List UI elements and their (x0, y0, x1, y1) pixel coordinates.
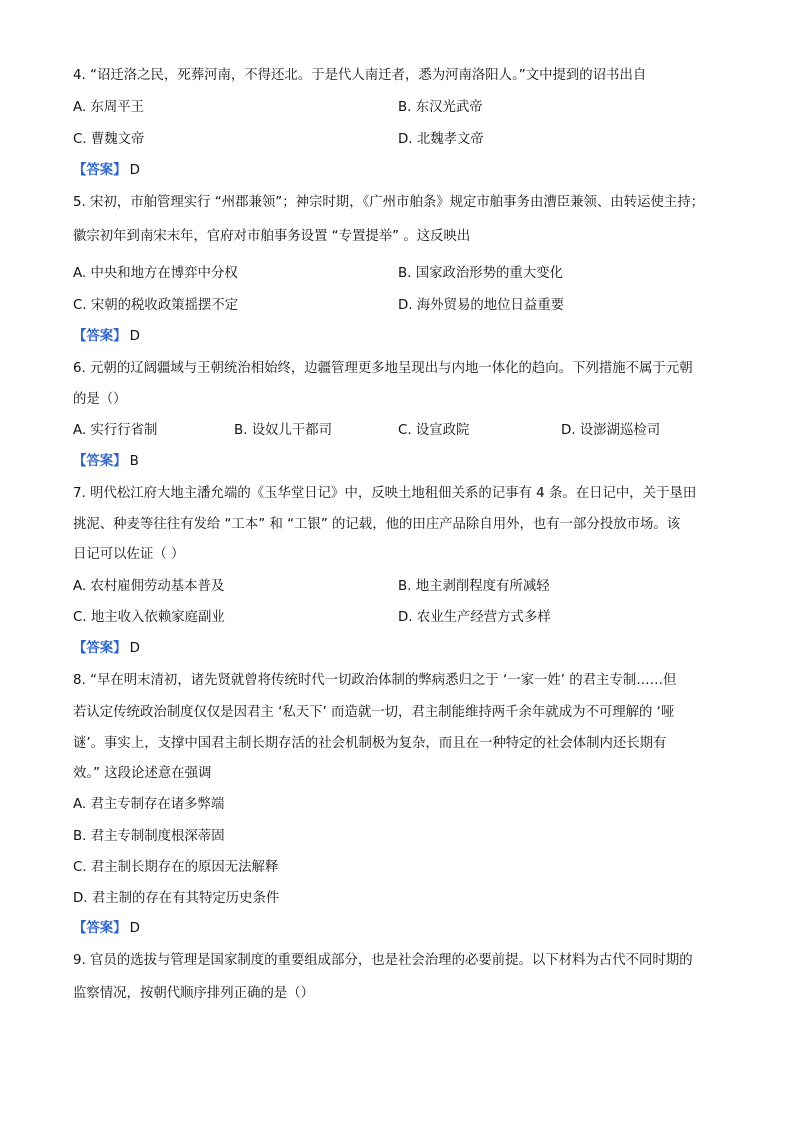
q4-option-a: A. 东周平王 (73, 100, 144, 115)
q7-option-c: C. 地主收入依赖家庭副业 (73, 610, 225, 625)
q5-option-d: D. 海外贸易的地位日益重要 (398, 298, 565, 313)
q4-answer (73, 162, 140, 180)
answer-tag: 【答案】 (73, 454, 127, 469)
q4-stem: 4. “诏迁洛之民，死葬河南，不得还北。于是代人南迁者，悉为河南洛阳人。”文中提到的诏书出自 (73, 68, 647, 83)
answer-value: D (129, 921, 140, 936)
q8-stem-line-4: 效。” 这段论述意在强调 (73, 766, 212, 781)
q8-stem-line-3: 谜’。事实上，支撑中国君主制长期存活的社会机制极为复杂，而且在一种特定的社会体制内还长期有 (73, 736, 667, 751)
q8-stem-line-2: 若认定传统政治制度仅仅是因君主 ‘私天下’ 而造就一切，君主制能维持两千余年就成为不可理解的 ‘哑 (73, 705, 675, 720)
q6-stem-line-2: 的是（） (73, 392, 127, 407)
answer-tag: 【答案】 (73, 921, 127, 936)
q8-stem-line-1: 8. “早在明末清初，诸先贤就曾将传统时代一切政治体制的弊病悉归之于 ‘一家一姓’ 的君主专制……但 (73, 673, 677, 688)
q7-option-d: D. 农业生产经营方式多样 (398, 610, 551, 625)
q8-option-c: C. 君主制长期存在的原因无法解释 (73, 860, 279, 875)
q7-option-b: B. 地主剥削程度有所减轻 (398, 579, 550, 594)
q8-option-d: D. 君主制的存在有其特定历史条件 (73, 891, 280, 906)
answer-value: D (129, 641, 140, 656)
q7-stem-line-1: 7. 明代松江府大地主潘允端的《玉华堂日记》中，反映土地租佃关系的记事有 4 条。在日记中，关于垦田 (73, 486, 697, 501)
q6-option-c: C. 设宣政院 (398, 423, 470, 438)
q6-option-d: D. 设澎湖巡检司 (561, 423, 661, 438)
q6-option-b: B. 设奴儿干都司 (234, 423, 333, 438)
answer-tag: 【答案】 (73, 163, 127, 178)
q8-option-b: B. 君主专制制度根深蒂固 (73, 829, 225, 844)
q5-option-c: C. 宋朝的税收政策摇摆不定 (73, 298, 239, 313)
answer-value: B (129, 454, 139, 469)
q8-option-a: A. 君主专制存在诸多弊端 (73, 797, 225, 812)
q4-option-d: D. 北魏孝文帝 (398, 132, 484, 147)
q6-option-a: A. 实行行省制 (73, 423, 158, 438)
answer-tag: 【答案】 (73, 329, 127, 344)
q6-answer (73, 453, 139, 471)
answer-tag: 【答案】 (73, 641, 127, 656)
q5-answer (73, 328, 140, 346)
q8-answer (73, 920, 140, 938)
q9-stem-line-1: 9. 官员的选拔与管理是国家制度的重要组成部分，也是社会治理的必要前提。以下材料为古代不同时期的 (73, 953, 693, 968)
q7-stem-line-2: 挑泥、种麦等往往有发给 “工本” 和 “工银” 的记载，他的田庄产品除自用外，也有一部分投放市场。该 (73, 517, 681, 532)
q5-stem-line-1: 5. 宋初，市舶管理实行 “州郡兼领”；神宗时期，《广州市舶条》规定市舶事务由漕臣兼领、由转运使主持； (73, 195, 705, 210)
q7-stem-line-3: 日记可以佐证（ ） (73, 547, 185, 562)
q5-option-a: A. 中央和地方在博弈中分权 (73, 266, 238, 281)
q6-stem-line-1: 6. 元朝的辽阔疆域与王朝统治相始终，边疆管理更多地呈现出与内地一体化的趋向。下列措施不属于元朝 (73, 361, 693, 376)
q4-option-b: B. 东汉光武帝 (398, 100, 483, 115)
q7-answer (73, 640, 140, 658)
q5-stem-line-2: 徽宗初年到南宋末年，官府对市舶事务设置 “专置提举” 。这反映出 (73, 229, 471, 244)
q5-option-b: B. 国家政治形势的重大变化 (398, 266, 563, 281)
q9-stem-line-2: 监察情况，按朝代顺序排列正确的是（） (73, 986, 315, 1001)
answer-value: D (129, 329, 140, 344)
q4-option-c: C. 曹魏文帝 (73, 132, 145, 147)
q7-option-a: A. 农村雇佣劳动基本普及 (73, 579, 225, 594)
answer-value: D (129, 163, 140, 178)
